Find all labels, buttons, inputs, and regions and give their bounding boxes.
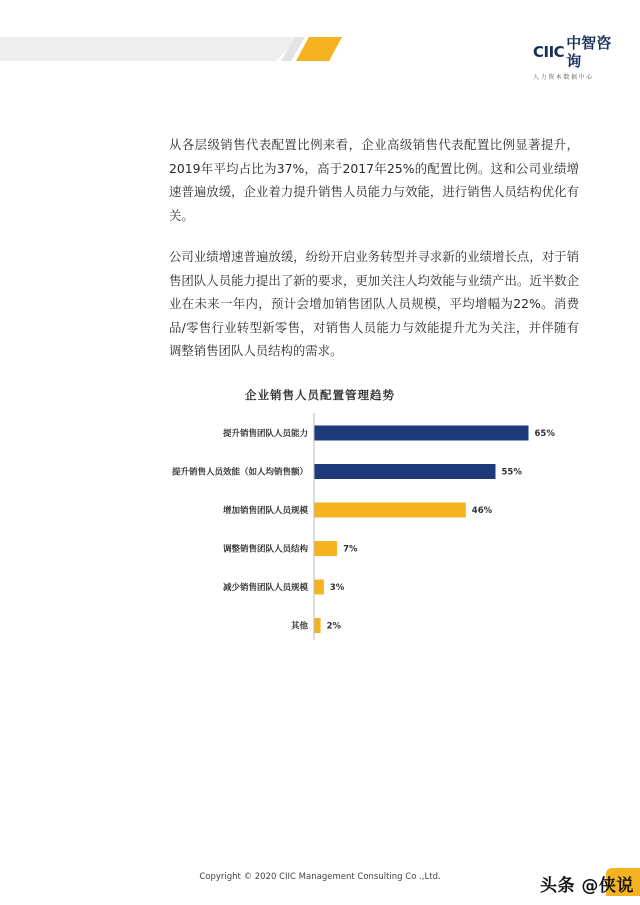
bar-1 (314, 426, 529, 441)
chart-title: 企业销售人员配置管理趋势 (245, 388, 395, 402)
watermark: 头条 @侠说 (540, 876, 634, 896)
category-label-4: 调整销售团队人员结构 (222, 544, 308, 555)
category-label-5: 减少销售团队人员规模 (222, 583, 308, 593)
data-label-2: 55% (501, 467, 522, 478)
data-label-3: 46% (471, 506, 493, 516)
bar-4 (314, 541, 337, 556)
data-label-1: 65% (534, 429, 555, 439)
category-label-1: 提升销售团队人员能力 (222, 429, 308, 439)
logo-subtitle: 人力资本数据中心 (533, 74, 594, 81)
bar-6 (314, 618, 321, 633)
footer-copyright: Copyright © 2020 CIIC Management Consulting Co .,Ltd. (199, 872, 441, 882)
logo-mark: CIIC (533, 43, 565, 61)
data-label-4: 7% (343, 544, 358, 555)
bar-5 (314, 580, 324, 595)
paragraph-2: 公司业绩增速普遍放缓，纷纷开启业务转型并寻求新的业绩增长点，对于销售团队人员能力提出了新的要求，更加关注人均效能与业绩产出。近半数企业在未来一年内，预计会增加销售团队人员规模，平均增幅为22%。消费品/零售行业转型新零售，对销售人员能力与效能提升尤为关注，并伴随有调整销售团队人员结构的需求。 (169, 249, 579, 358)
ciic-logo (533, 34, 613, 81)
bar-2 (314, 464, 496, 479)
bar-chart (0, 405, 640, 650)
logo-name: 中智咨询 (566, 34, 612, 70)
category-label-3: 增加销售团队人员规模 (222, 506, 308, 516)
bar-3 (314, 503, 466, 518)
header-accent (296, 37, 342, 61)
category-label-6: 其他 (290, 621, 308, 632)
header-band (0, 37, 300, 61)
data-label-5: 3% (329, 583, 345, 593)
category-label-2: 提升销售人员效能（如人均销售额） (171, 467, 308, 478)
data-label-6: 2% (326, 621, 342, 632)
paragraph-1: 从各层级销售代表配置比例来看，企业高级销售代表配置比例显著提升，2019年平均占比为37%，高于2017年25%的配置比例。这和公司业绩增速普遍放缓，企业着力提升销售人员能力与效能，进行销售人员结构优化有关。 (169, 137, 579, 223)
